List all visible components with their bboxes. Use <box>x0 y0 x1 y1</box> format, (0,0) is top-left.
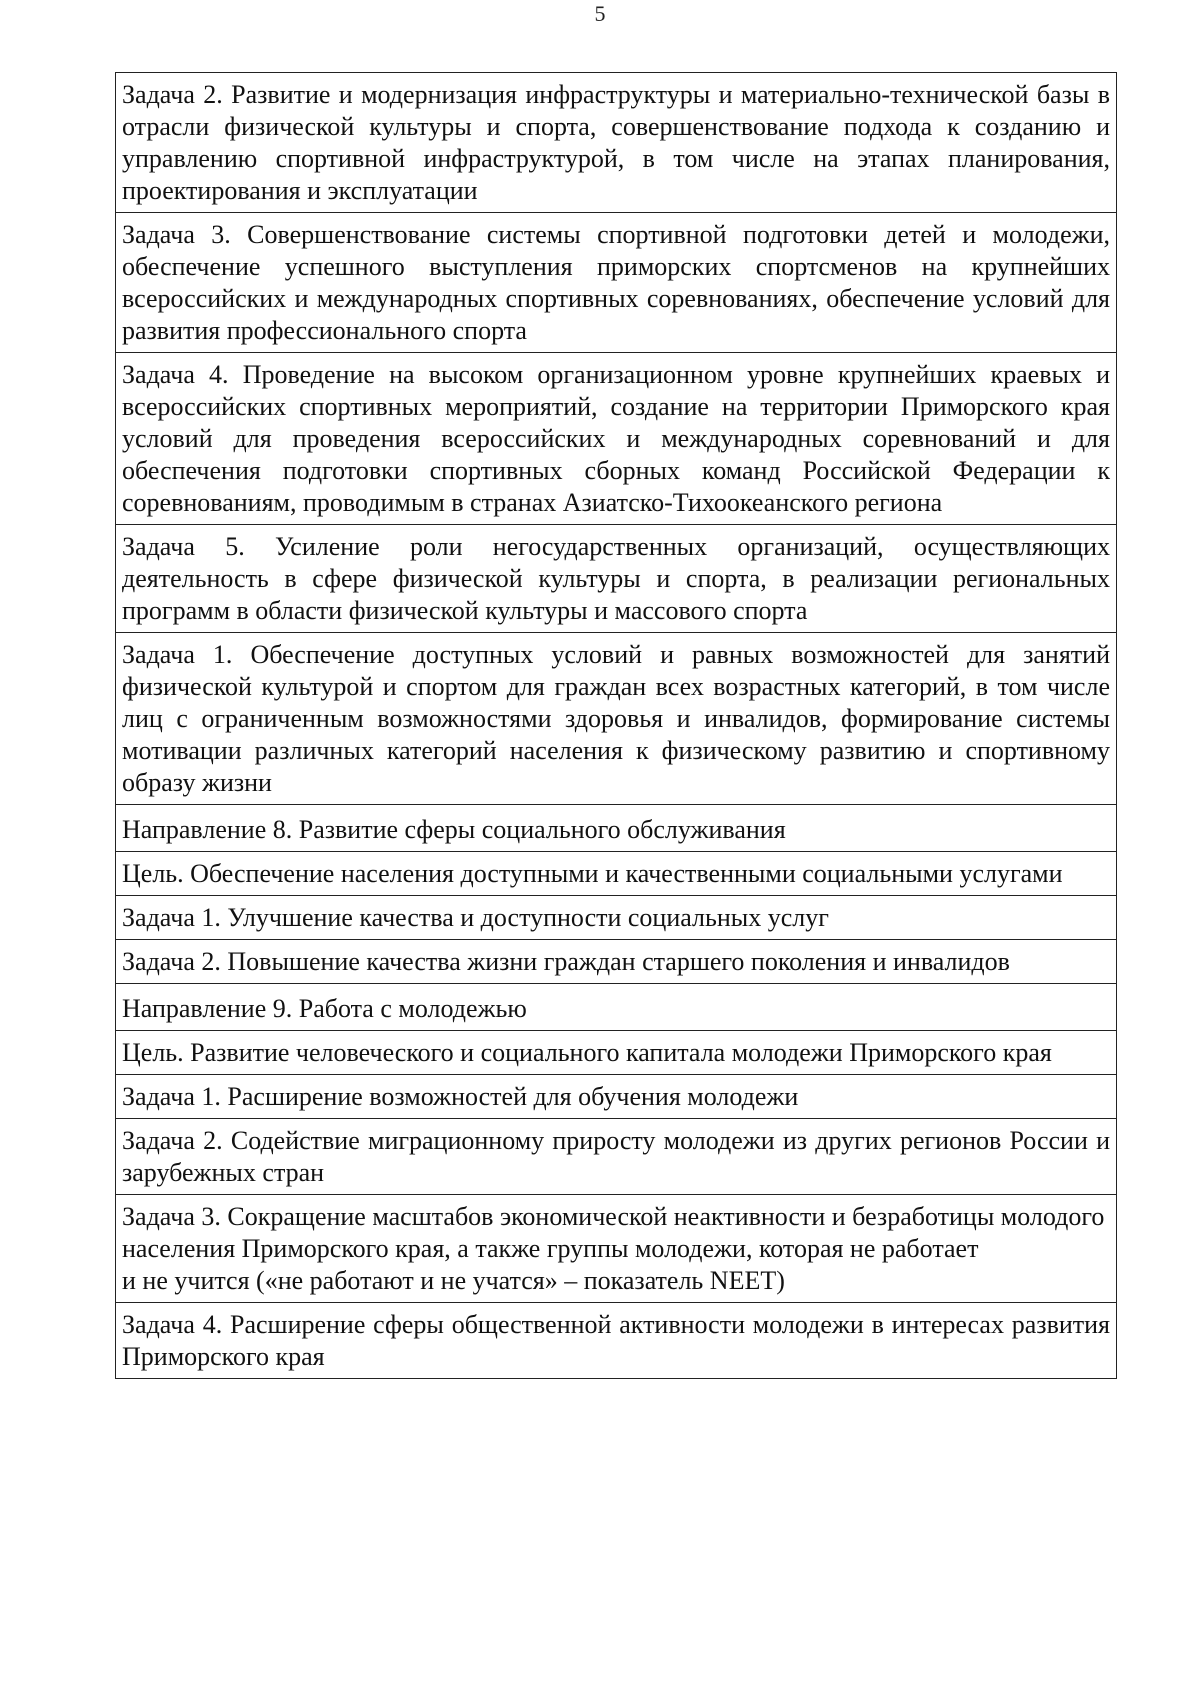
row-text-line-2: и не учится («не работают и не учатся» – показатель NEET) <box>122 1266 785 1295</box>
row-text: Задача 1. Расширение возможностей для обучения молодежи <box>122 1082 799 1111</box>
row-text: Задача 1. Улучшение качества и доступности социальных услуг <box>122 903 829 932</box>
table-row-task-4-sport-events <box>116 353 1116 525</box>
table-row-task-1-youth-education <box>116 1075 1116 1119</box>
goal-text: Цель. Развитие человеческого и социального капитала молодежи Приморского края <box>122 1038 1052 1067</box>
table-row-direction-8 <box>116 805 1116 852</box>
row-text: Задача 3. Совершенствование системы спортивной подготовки детей и молодежи, обеспечение успешного выступления приморских спортсменов на крупнейших всероссийских и международных спортивных соревнованиях, обеспечение условий для развития профессионального спорта <box>122 220 1110 345</box>
table-row-direction-9 <box>116 984 1116 1031</box>
table-row-task-2-youth-migration <box>116 1119 1116 1195</box>
row-text: Задача 5. Усиление роли негосударственных организаций, осуществляющих деятельность в сфере физической культуры и спорта, в реализации региональных программ в области физической культуры и массового спорта <box>122 532 1110 625</box>
table-row-goal-youth-capital <box>116 1031 1116 1075</box>
table-row-task-3-sport-training <box>116 213 1116 353</box>
table-row-task-4-youth-activity <box>116 1303 1116 1379</box>
row-text: Задача 2. Повышение качества жизни граждан старшего поколения и инвалидов <box>122 947 1010 976</box>
table-row-task-2-elderly <box>116 940 1116 984</box>
row-text: Задача 1. Обеспечение доступных условий и равных возможностей для занятий физической культурой и спортом для граждан всех возрастных категорий, в том числе лиц с ограниченным возможностями здоровья и инвалидов, формирование системы мотивации различных категорий населения к физическому развитию и спортивному образу жизни <box>122 640 1110 797</box>
table-row-task-2-sport-infrastructure <box>116 73 1116 213</box>
table-row-task-3-neet <box>116 1195 1116 1303</box>
row-text: Задача 4. Проведение на высоком организационном уровне крупнейших краевых и всероссийских спортивных мероприятий, создание на территории Приморского края условий для проведения всероссийских и международных соревнований и для обеспечения подготовки спортивных сборных команд Российской Федерации к соревнованиям, проводимым в странах Азиатско-Тихоокеанского региона <box>122 360 1110 517</box>
table-row-goal-social-services <box>116 852 1116 896</box>
row-text: Задача 4. Расширение сферы общественной активности молодежи в интересах развития Приморского края <box>122 1310 1110 1371</box>
goals-table <box>115 72 1117 1379</box>
row-text: Задача 2. Развитие и модернизация инфраструктуры и материально-технической базы в отрасли физической культуры и спорта, совершенствование подхода к созданию и управлению спортивной инфраструктурой, в том числе на этапах планирования, проектирования и эксплуатации <box>122 80 1110 205</box>
goal-text: Цель. Обеспечение населения доступными и качественными социальными услугами <box>122 859 1063 888</box>
table-row-task-1-social-services <box>116 896 1116 940</box>
row-text-line-1: Задача 3. Сокращение масштабов экономической неактивности и безработицы молодого населения Приморского края, а также группы молодежи, которая не работает <box>122 1202 1105 1263</box>
page-number: 5 <box>594 1 606 26</box>
direction-heading: Направление 8. Развитие сферы социального обслуживания <box>122 815 786 844</box>
table-row-task-1-accessible-sport <box>116 633 1116 805</box>
direction-heading: Направление 9. Работа с молодежью <box>122 994 527 1023</box>
table-row-task-5-ngo-role <box>116 525 1116 633</box>
row-text: Задача 2. Содействие миграционному приросту молодежи из других регионов России и зарубежных стран <box>122 1126 1110 1187</box>
